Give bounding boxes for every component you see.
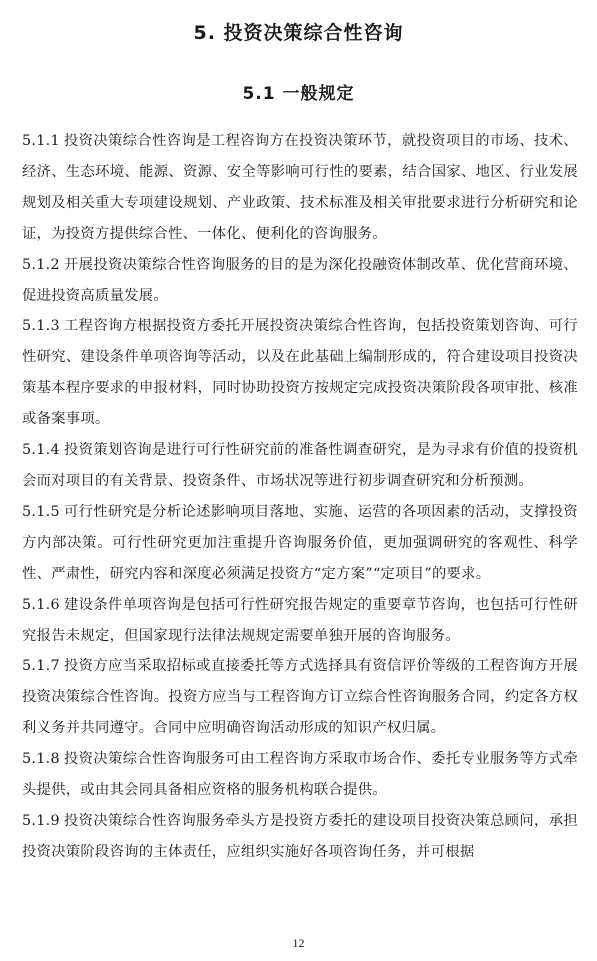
- clause-number: 5.1.2: [22, 256, 60, 273]
- clause-number: 5.1.1: [22, 133, 60, 149]
- clause-number: 5.1.6: [22, 596, 60, 613]
- paragraph-5-1-8: [22, 744, 578, 806]
- clause-text: 投资决策综合性咨询是工程咨询方在投资决策环节，就投资项目的市场、技术、经济、生态环境、能源、资源、安全等影响可行性的要素，结合国家、地区、行业发展规划及相关重大专项建设规划、产业政策、技术标准及相关审批要求进行分析研究和论证，为投资方提供综合性、一体化、便利化的咨询服务。: [22, 133, 578, 242]
- clause-number: 5.1.9: [22, 812, 60, 829]
- paragraph-5-1-5: [22, 497, 578, 590]
- clause-number: 5.1.8: [22, 751, 60, 768]
- clause-text: 建设条件单项咨询是包括可行性研究报告规定的重要章节咨询，也包括可行性研究报告未规定，但国家现行法律法规规定需要单独开展的咨询服务。: [22, 596, 578, 644]
- clause-text: 投资决策综合性咨询服务可由工程咨询方采取市场合作、委托专业服务等方式牵头提供，或由其会同具备相应资格的服务机构联合提供。: [22, 751, 578, 799]
- body-text: [22, 126, 578, 868]
- section-title: 5. 投资决策综合性咨询: [193, 22, 404, 44]
- clause-text: 投资方应当采取招标或直接委托等方式选择具有资信评价等级的工程咨询方开展投资决策综合性咨询。投资方应当与工程咨询方订立综合性咨询服务合同，约定各方权利义务并共同遵守。合同中应明确咨询活动形成的知识产权归属。: [22, 658, 578, 737]
- clause-number: 5.1.4: [22, 442, 60, 459]
- subsection-title: 5.1 一般规定: [242, 84, 355, 104]
- paragraph-5-1-1: [22, 126, 578, 250]
- paragraph-5-1-9: [22, 806, 578, 868]
- clause-text: 投资策划咨询是进行可行性研究前的准备性调查研究，是为寻求有价值的投资机会而对项目的有关背景、投资条件、市场状况等进行初步调查研究和分析预测。: [22, 442, 578, 489]
- paragraph-5-1-2: [22, 250, 578, 312]
- clause-number: 5.1.3: [22, 318, 60, 335]
- paragraph-5-1-3: [22, 311, 578, 435]
- clause-text: 开展投资决策综合性咨询服务的目的是为深化投融资体制改革、优化营商环境、促进投资高质量发展。: [22, 256, 578, 304]
- clause-number: 5.1.5: [22, 503, 60, 520]
- paragraph-5-1-7: [22, 651, 578, 744]
- page-number: 12: [292, 936, 305, 950]
- clause-text: 可行性研究是分析论述影响项目落地、实施、运营的各项因素的活动，支撑投资方内部决策。可行性研究更加注重提升咨询服务价值，更加强调研究的客观性、科学性、严肃性，研究内容和深度必须满足投资方“定方案”“定项目”的要求。: [22, 503, 578, 582]
- paragraph-5-1-6: [22, 590, 578, 652]
- clause-text: 投资决策综合性咨询服务牵头方是投资方委托的建设项目投资决策总顾问，承担投资决策阶段咨询的主体责任，应组织实施好各项咨询任务，并可根据: [22, 812, 578, 860]
- paragraph-5-1-4: [22, 435, 578, 497]
- clause-number: 5.1.7: [22, 658, 60, 675]
- clause-text: 工程咨询方根据投资方委托开展投资决策综合性咨询，包括投资策划咨询、可行性研究、建设条件单项咨询等活动，以及在此基础上编制形成的，符合建设项目投资决策基本程序要求的申报材料，同时协助投资方按规定完成投资决策阶段各项审批、核准或备案事项。: [22, 318, 578, 428]
